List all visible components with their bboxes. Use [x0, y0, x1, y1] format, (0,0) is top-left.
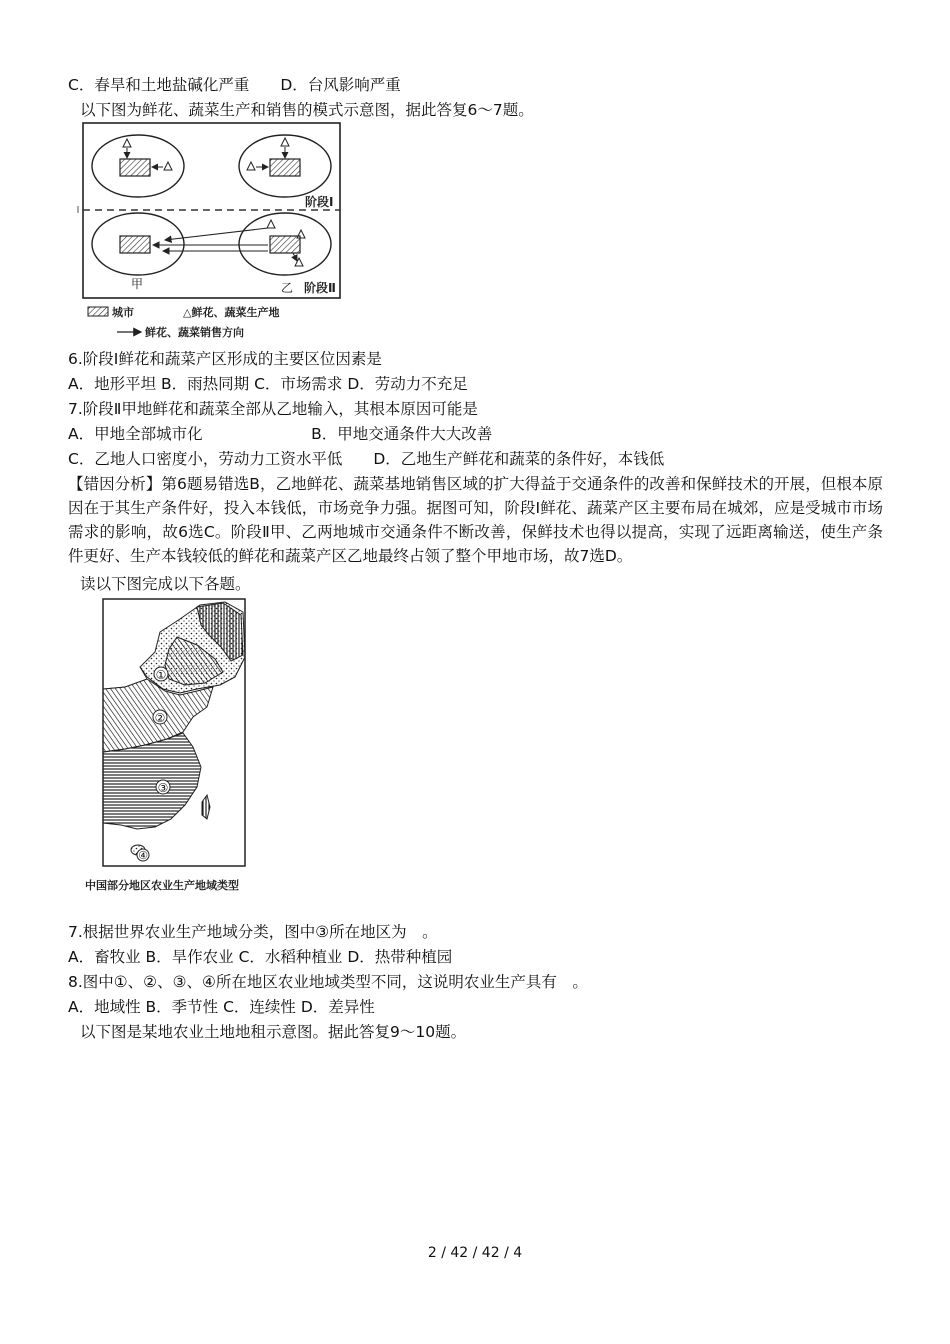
question-8-options: A．地域性 B．季节性 C．连续性 D．差异性: [68, 998, 375, 1016]
china-agriculture-map: [85, 597, 300, 895]
option-line-c-d: C．春旱和土地盐碱化严重 D．台风影响严重: [68, 76, 401, 94]
jia-label: 甲: [131, 277, 144, 291]
error-analysis-paragraph: 【错因分析】第6题易错选B，乙地鲜花、蔬菜基地销售区域的扩大得益于交通条件的改善和保鲜技术的开展，但根本原因在于其生产条件好，投入本钱低，市场竞争力强。据图可知，阶段Ⅰ鲜花、蔬菜产区主要布局在城郊，应是受城市市场需求的影响，故6选C。阶段Ⅱ甲、乙两地城市交通条件不断改善，保鲜技术也得以提高，实现了远距离输送，使生产条件更好、生产本钱较低的鲜花和蔬菜产区乙地最终占领了整个甲地市场，故7选D。: [68, 475, 883, 565]
legend-sales-direction: 鲜花、蔬菜销售方向: [145, 326, 244, 339]
read-instruction: 读以下图完成以下各题。: [80, 575, 251, 593]
map-caption: 中国部分地区农业生产地域类型: [85, 879, 239, 892]
yi-label: 乙: [281, 281, 294, 295]
legend-production: △鲜花、蔬菜生产地: [183, 306, 280, 319]
question-7: 7.阶段Ⅱ甲地鲜花和蔬菜全部从乙地输入，其根本原因可能是: [68, 400, 478, 418]
intro-line-6-7: 以下图为鲜花、蔬菜生产和销售的模式示意图，据此答复6～7题。: [80, 101, 534, 119]
question-6-options: A．地形平坦 B．雨热同期 C．市场需求 D．劳动力不充足: [68, 375, 468, 393]
map-marker-1: ①: [155, 668, 167, 682]
intro-line-9-10: 以下图是某地农业土地地租示意图。据此答复9～10题。: [80, 1023, 467, 1041]
stage1-label: 阶段Ⅰ: [305, 195, 334, 209]
question-8: 8.图中①、②、③、④所在地区农业地域类型不同，这说明农业生产具有 。: [68, 973, 588, 991]
question-7b-options: A．畜牧业 B．旱作农业 C．水稻种植业 D．热带种植园: [68, 948, 453, 966]
stage2-label: 阶段Ⅱ: [304, 281, 336, 295]
question-7b: 7.根据世界农业生产地域分类，图中③所在地区为 。: [68, 923, 438, 941]
map-marker-4: ④: [138, 849, 148, 862]
map-marker-3: ③: [157, 781, 169, 795]
question-7-options-cd: C．乙地人口密度小，劳动力工资水平低 D．乙地生产鲜花和蔬菜的条件好，本钱低: [68, 450, 665, 468]
legend-city: 城市: [112, 306, 134, 319]
question-6: 6.阶段Ⅰ鲜花和蔬菜产区形成的主要区位因素是: [68, 350, 382, 368]
page-number: 2 / 42 / 42 / 4: [427, 1245, 523, 1261]
question-7-options-ab: A．甲地全部城市化 B．甲地交通条件大大改善: [68, 425, 493, 443]
map-marker-2: ②: [154, 711, 166, 725]
flower-vegetable-model-diagram: [75, 118, 360, 343]
